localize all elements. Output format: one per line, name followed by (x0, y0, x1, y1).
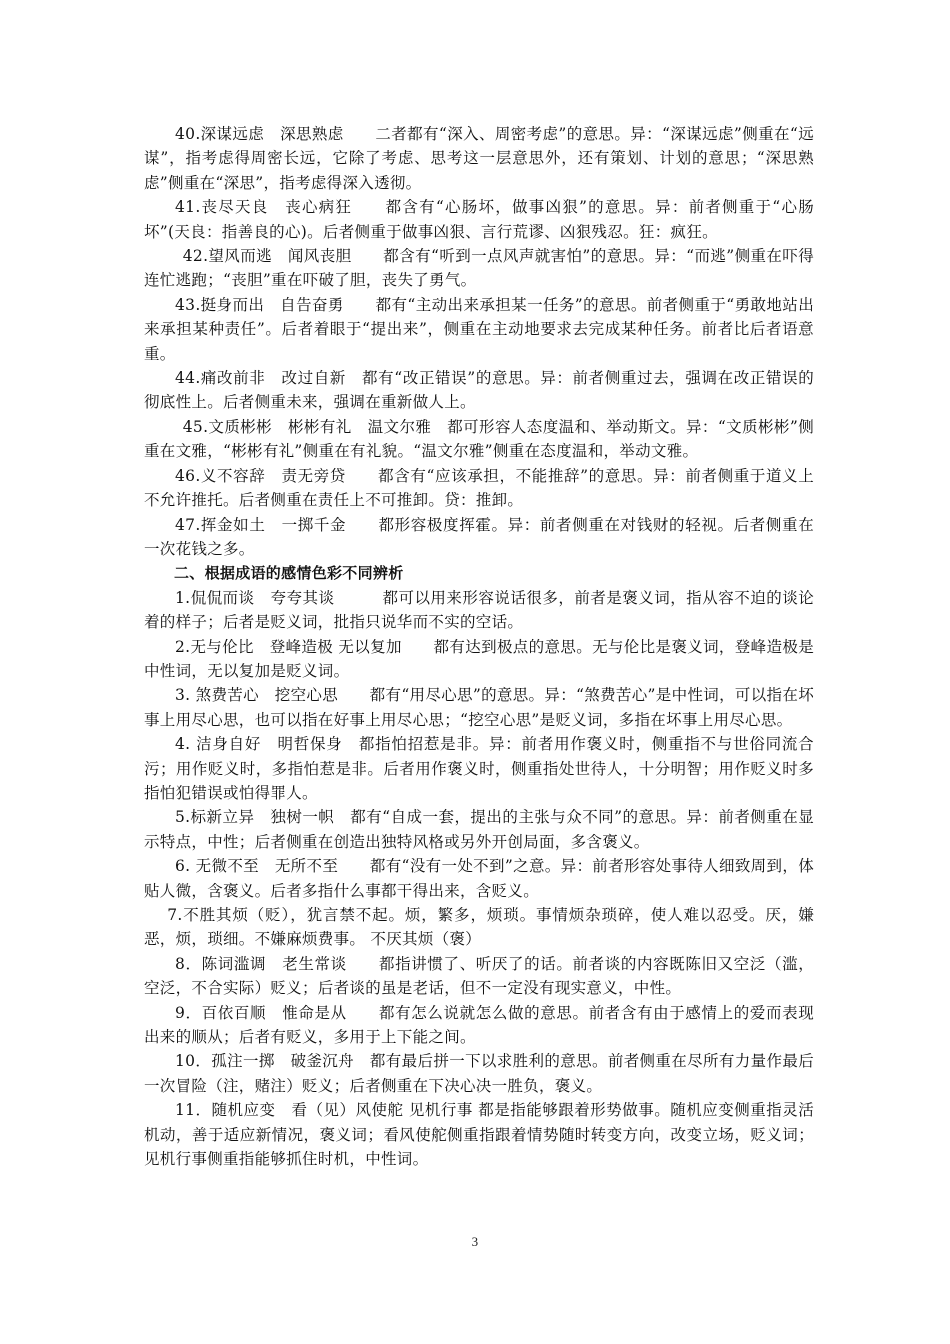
entry-43: 43.挺身而出 自告奋勇 都有“主动出来承担某一任务”的意思。前者侧重于“勇敢地站出来承担某种责任”。后者着眼于“提出来”，侧重在主动地要求去完成某种任务。前者比后者语意重。 (144, 295, 814, 363)
section-entry-4: 4. 洁身自好 明哲保身 都指怕招惹是非。异：前者用作褒义时，侧重指不与世俗同流合污；用作贬义时，多指怕惹是非。后者用作褒义时，侧重指处世待人，十分明智；用作贬义时多指怕犯错误或怕得罪人。 (144, 735, 814, 802)
entry-46: 46.义不容辞 责无旁贷 都含有“应该承担，不能推辞”的意思。异：前者侧重于道义上不允许推托。后者侧重在责任上不可推卸。贷：推卸。 (144, 466, 814, 510)
entry-45: 45.文质彬彬 彬彬有礼 温文尔雅 都可形容人态度温和、举动斯文。异：“文质彬彬”侧重在文雅，“彬彬有礼”侧重在有礼貌。“温文尔雅”侧重在态度温和，举动文雅。 (144, 417, 814, 461)
section-entry-11: 11．随机应变 看（见）风使舵 见机行事 都是指能够跟着形势做事。随机应变侧重指灵活机动，善于适应新情况，褒义词；看风使舵侧重指跟着情势随时转变方向，改变立场，贬义词；见机行事侧重指能够抓住时机，中性词。 (144, 1101, 814, 1169)
page-number: 3 (471, 1234, 479, 1249)
entry-42: 42.望风而逃 闻风丧胆 都含有“听到一点风声就害怕”的意思。异：“而逃”侧重在吓得连忙逃跑；“丧胆”重在吓破了胆，丧失了勇气。 (144, 247, 814, 290)
section-entry-10: 10．孤注一掷 破釜沉舟 都有最后拼一下以求胜利的意思。前者侧重在尽所有力量作最后一次冒险（注，赌注）贬义；后者侧重在下决心决一胜负，褒义。 (144, 1052, 814, 1095)
entry-44: 44.痛改前非 改过自新 都有“改正错误”的意思。异：前者侧重过去，强调在改正错误的彻底性上。后者侧重未来，强调在重新做人上。 (144, 369, 814, 412)
section-entry-1: 1.侃侃而谈 夸夸其谈 都可以用来形容说话很多，前者是褒义词，指从容不迫的谈论着的样子；后者是贬义词，批指只说华而不实的空话。 (144, 588, 814, 632)
section-entry-9: 9．百依百顺 惟命是从 都有怎么说就怎么做的意思。前者含有由于感情上的爱而表现出来的顺从；后者有贬义，多用于上下能之间。 (144, 1003, 814, 1047)
entry-41: 41.丧尽天良 丧心病狂 都含有“心肠坏，做事凶狠”的意思。异：前者侧重于“心肠坏”(天良：指善良的心)。后者侧重于做事凶狠、言行荒谬、凶狠残忍。狂：疯狂。 (144, 198, 814, 241)
section-entry-7: 7.不胜其烦（贬），犹言禁不起。烦，繁多，烦琐。事情烦杂琐碎，使人难以忍受。厌，嫌恶，烦，琐细。不嫌麻烦费事。 不厌其烦（褒） (144, 906, 814, 949)
entry-40: 40.深谋远虑 深思熟虑 二者都有“深入、周密考虑”的意思。异：“深谋远虑”侧重在“远谋”，指考虑得周密长远，它除了考虑、思考这一层意思外，还有策划、计划的意思；“深思熟虑”侧重在“深思”，指考虑得深入透彻。 (144, 125, 814, 192)
section-entry-3: 3. 煞费苦心 挖空心思 都有“用尽心思”的意思。异：“煞费苦心”是中性词，可以指在坏事上用尽心思，也可以指在好事上用尽心思；“挖空心思”是贬义词，多指在坏事上用尽心思。 (144, 686, 814, 729)
section-entry-8: 8．陈词滥调 老生常谈 都指讲惯了、听厌了的话。前者谈的内容既陈旧又空泛（滥，空泛，不合实际）贬义；后者谈的虽是老话，但不一定没有现实意义，中性。 (144, 954, 814, 998)
section-entry-2: 2.无与伦比 登峰造极 无以复加 都有达到极点的意思。无与伦比是褒义词，登峰造极是中性词，无以复加是贬义词。 (144, 637, 814, 680)
entry-47: 47.挥金如土 一掷千金 都形容极度挥霍。异：前者侧重在对钱财的轻视。后者侧重在一次花钱之多。 (144, 515, 814, 558)
section-entry-6: 6. 无微不至 无所不至 都有“没有一处不到”之意。异：前者形容处事待人细致周到，体贴人微，含褒义。后者多指什么事都干得出来，含贬义。 (144, 857, 814, 900)
section-entry-5: 5.标新立异 独树一帜 都有“自成一套，提出的主张与众不同”的意思。异：前者侧重在显示特点，中性；后者侧重在创造出独特风格或另外开创局面，多含褒义。 (144, 808, 814, 851)
section-heading: 二、根据成语的感情色彩不同辨析 (174, 564, 404, 583)
document-body (144, 122, 814, 1171)
